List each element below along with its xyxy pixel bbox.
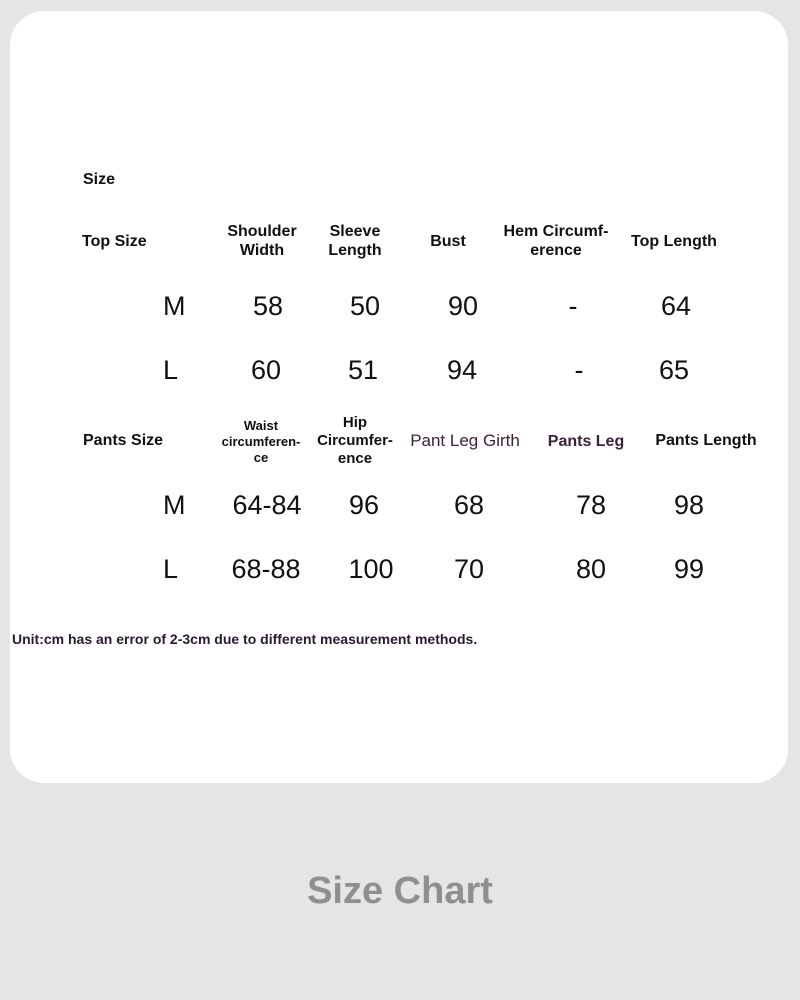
pants-row-l-hip: 100	[348, 554, 394, 584]
pants-row-l-waist: 68-88	[231, 554, 301, 584]
header-text: Hip Circumfer- ence	[317, 414, 393, 467]
header-waist-circumference	[222, 418, 301, 466]
header-text: Pants Length	[655, 432, 757, 449]
header-text: Pant Leg Girth	[410, 431, 520, 450]
top-row-l-hem: -	[574, 355, 584, 385]
pants-row-m-hip: 96	[348, 490, 380, 520]
pants-row-l-length: 99	[673, 554, 705, 584]
header-bust	[430, 232, 466, 251]
top-row-m-shoulder: 58	[252, 291, 284, 321]
top-row-l-bust: 94	[446, 355, 478, 385]
header-text: Hem Circumf- erence	[503, 223, 609, 259]
top-row-m-sleeve: 50	[349, 291, 381, 321]
header-pants-length	[655, 431, 756, 450]
top-row-m-length: 64	[660, 291, 692, 321]
header-text: Top Length	[631, 233, 717, 250]
header-shoulder-width	[227, 222, 296, 260]
header-text: Sleeve Length	[328, 223, 382, 259]
header-text: Shoulder Width	[227, 223, 297, 259]
size-label: Size	[83, 171, 116, 188]
header-pants-leg	[548, 432, 624, 451]
measurement-note: Unit:cm has an error of 2-3cm due to different measurement methods.	[12, 631, 478, 647]
pants-row-m-length: 98	[673, 490, 705, 520]
header-pant-leg-girth	[410, 431, 520, 450]
top-row-m-bust: 90	[447, 291, 479, 321]
pants-row-l-girth: 70	[453, 554, 485, 584]
pants-row-m-girth: 68	[453, 490, 485, 520]
header-sleeve-length	[328, 222, 381, 260]
header-hem-circumference	[504, 222, 609, 260]
header-text: Bust	[430, 233, 466, 250]
top-row-l-size: L	[163, 355, 179, 385]
pants-size-label: Pants Size	[83, 432, 164, 449]
size-chart-title: Size Chart	[307, 870, 493, 912]
top-row-m-size: M	[163, 291, 186, 321]
top-row-l-length: 65	[658, 355, 690, 385]
header-text: Waist circumferen- ce	[221, 418, 301, 465]
top-size-label: Top Size	[82, 233, 147, 250]
size-chart-card	[10, 11, 788, 783]
pants-row-l-size: L	[163, 554, 179, 584]
pants-row-m-size: M	[163, 490, 186, 520]
pants-row-l-leg: 80	[575, 554, 607, 584]
top-row-l-shoulder: 60	[250, 355, 282, 385]
header-top-length	[631, 232, 717, 251]
pants-row-m-leg: 78	[575, 490, 607, 520]
header-text: Pants Leg	[547, 433, 625, 450]
top-row-l-sleeve: 51	[347, 355, 379, 385]
header-hip-circumference	[317, 414, 393, 468]
top-row-m-hem: -	[568, 291, 578, 321]
pants-row-m-waist: 64-84	[232, 490, 302, 520]
